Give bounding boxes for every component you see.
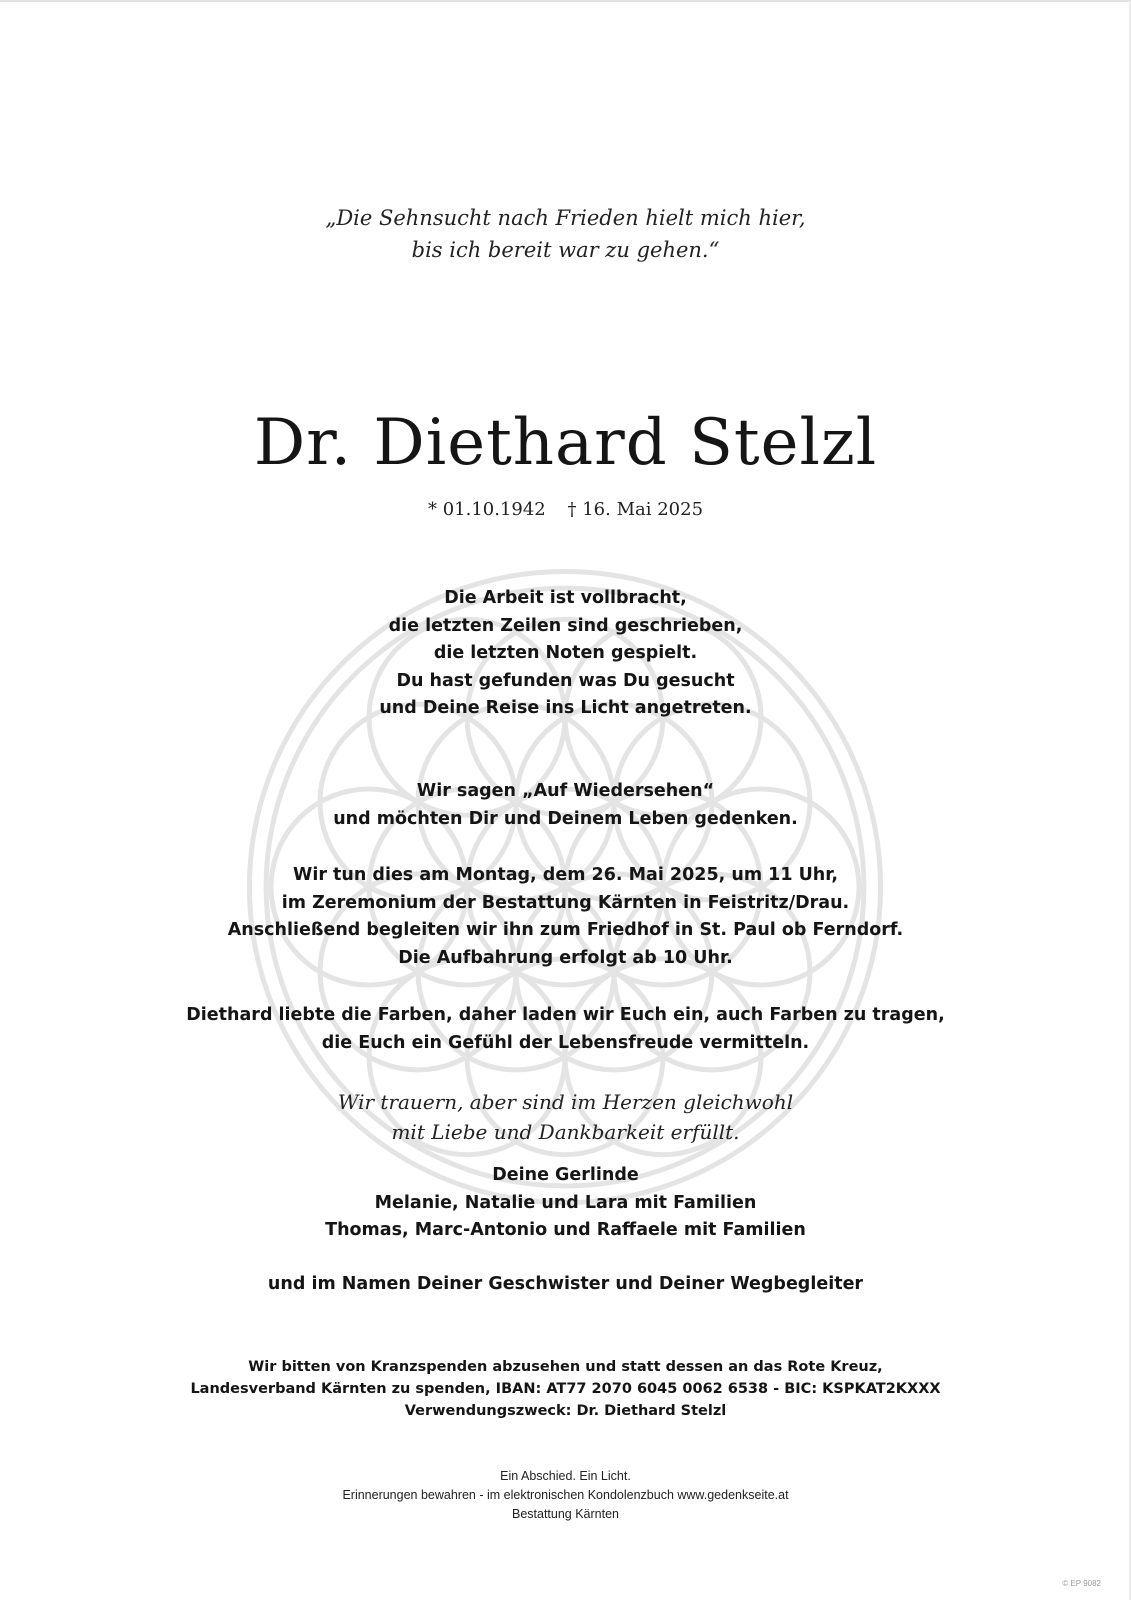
- ceremony-line: Die Aufbahrung erfolgt ab 10 Uhr.: [398, 947, 733, 968]
- poem-line: die letzten Zeilen sind geschrieben,: [388, 615, 743, 636]
- poem-line: Du hast gefunden was Du gesucht: [396, 670, 735, 691]
- farewell-line: Wir sagen „Auf Wiedersehen“: [416, 781, 715, 801]
- opening-quote: [0, 202, 1131, 266]
- ceremony-line: Wir tun dies am Montag, dem 26. Mai 2025, um 11 Uhr,: [293, 865, 838, 885]
- footer: [0, 1467, 1131, 1524]
- ceremony-line: im Zeremonium der Bestattung Kärnten in Feistritz/Drau.: [281, 892, 850, 913]
- birth-date: * 01.10.1942: [427, 499, 546, 520]
- ceremony-details: [0, 862, 1131, 972]
- deceased-name: Dr. Diethard Stelzl: [253, 406, 878, 480]
- print-code: © EP 9082: [1062, 1579, 1101, 1588]
- life-dates: [0, 499, 1131, 520]
- family-also: und im Namen Deiner Geschwister und Deiner Wegbegleiter: [267, 1274, 864, 1294]
- farewell-line: und möchten Dir und Deinem Leben gedenken.: [333, 808, 798, 829]
- mourning-line: Wir trauern, aber sind im Herzen gleichwohl: [337, 1090, 794, 1114]
- footer-line: Bestattung Kärnten: [511, 1507, 620, 1521]
- donation-line: Verwendungszweck: Dr. Diethard Stelzl: [404, 1403, 727, 1419]
- family-line: Melanie, Natalie und Lara mit Familien: [374, 1192, 757, 1213]
- footer-line: Erinnerungen bewahren - im elektronischen Kondolenzbuch www.gedenkseite.at: [342, 1488, 789, 1502]
- colors-note: [0, 1002, 1131, 1057]
- donation-line: Wir bitten von Kranzspenden abzusehen und statt dessen an das Rote Kreuz,: [248, 1359, 883, 1375]
- ceremony-line: Anschließend begleiten wir ihn zum Friedhof in St. Paul ob Ferndorf.: [227, 920, 904, 940]
- family-line: Thomas, Marc-Antonio und Raffaele mit Familien: [325, 1220, 806, 1240]
- mourning-text: [0, 1087, 1131, 1147]
- poem: [0, 585, 1131, 723]
- poem-line: und Deine Reise ins Licht angetreten.: [379, 698, 752, 718]
- donation-request: [0, 1356, 1131, 1422]
- poem-line: Die Arbeit ist vollbracht,: [444, 588, 687, 608]
- colors-note-line: die Euch ein Gefühl der Lebensfreude vermitteln.: [321, 1032, 810, 1053]
- mourning-line: mit Liebe und Dankbarkeit erfüllt.: [391, 1120, 740, 1144]
- quote-line: „Die Sehnsucht nach Frieden hielt mich hier,: [325, 206, 806, 230]
- poem-line: die letzten Noten gespielt.: [433, 643, 698, 663]
- donation-line: Landesverband Kärnten zu spenden, IBAN: AT77 2070 6045 0062 6538 - BIC: KSPKAT2KXXX: [190, 1381, 941, 1397]
- colors-note-line: Diethard liebte die Farben, daher laden wir Euch ein, auch Farben zu tragen,: [186, 1005, 945, 1025]
- family-line: Deine Gerlinde: [492, 1165, 639, 1185]
- farewell-text: [0, 778, 1131, 833]
- quote-line: bis ich bereit war zu gehen.“: [411, 238, 720, 262]
- family-signatures: [0, 1162, 1131, 1245]
- footer-line: Ein Abschied. Ein Licht.: [500, 1469, 631, 1483]
- death-date: † 16. Mai 2025: [567, 499, 704, 520]
